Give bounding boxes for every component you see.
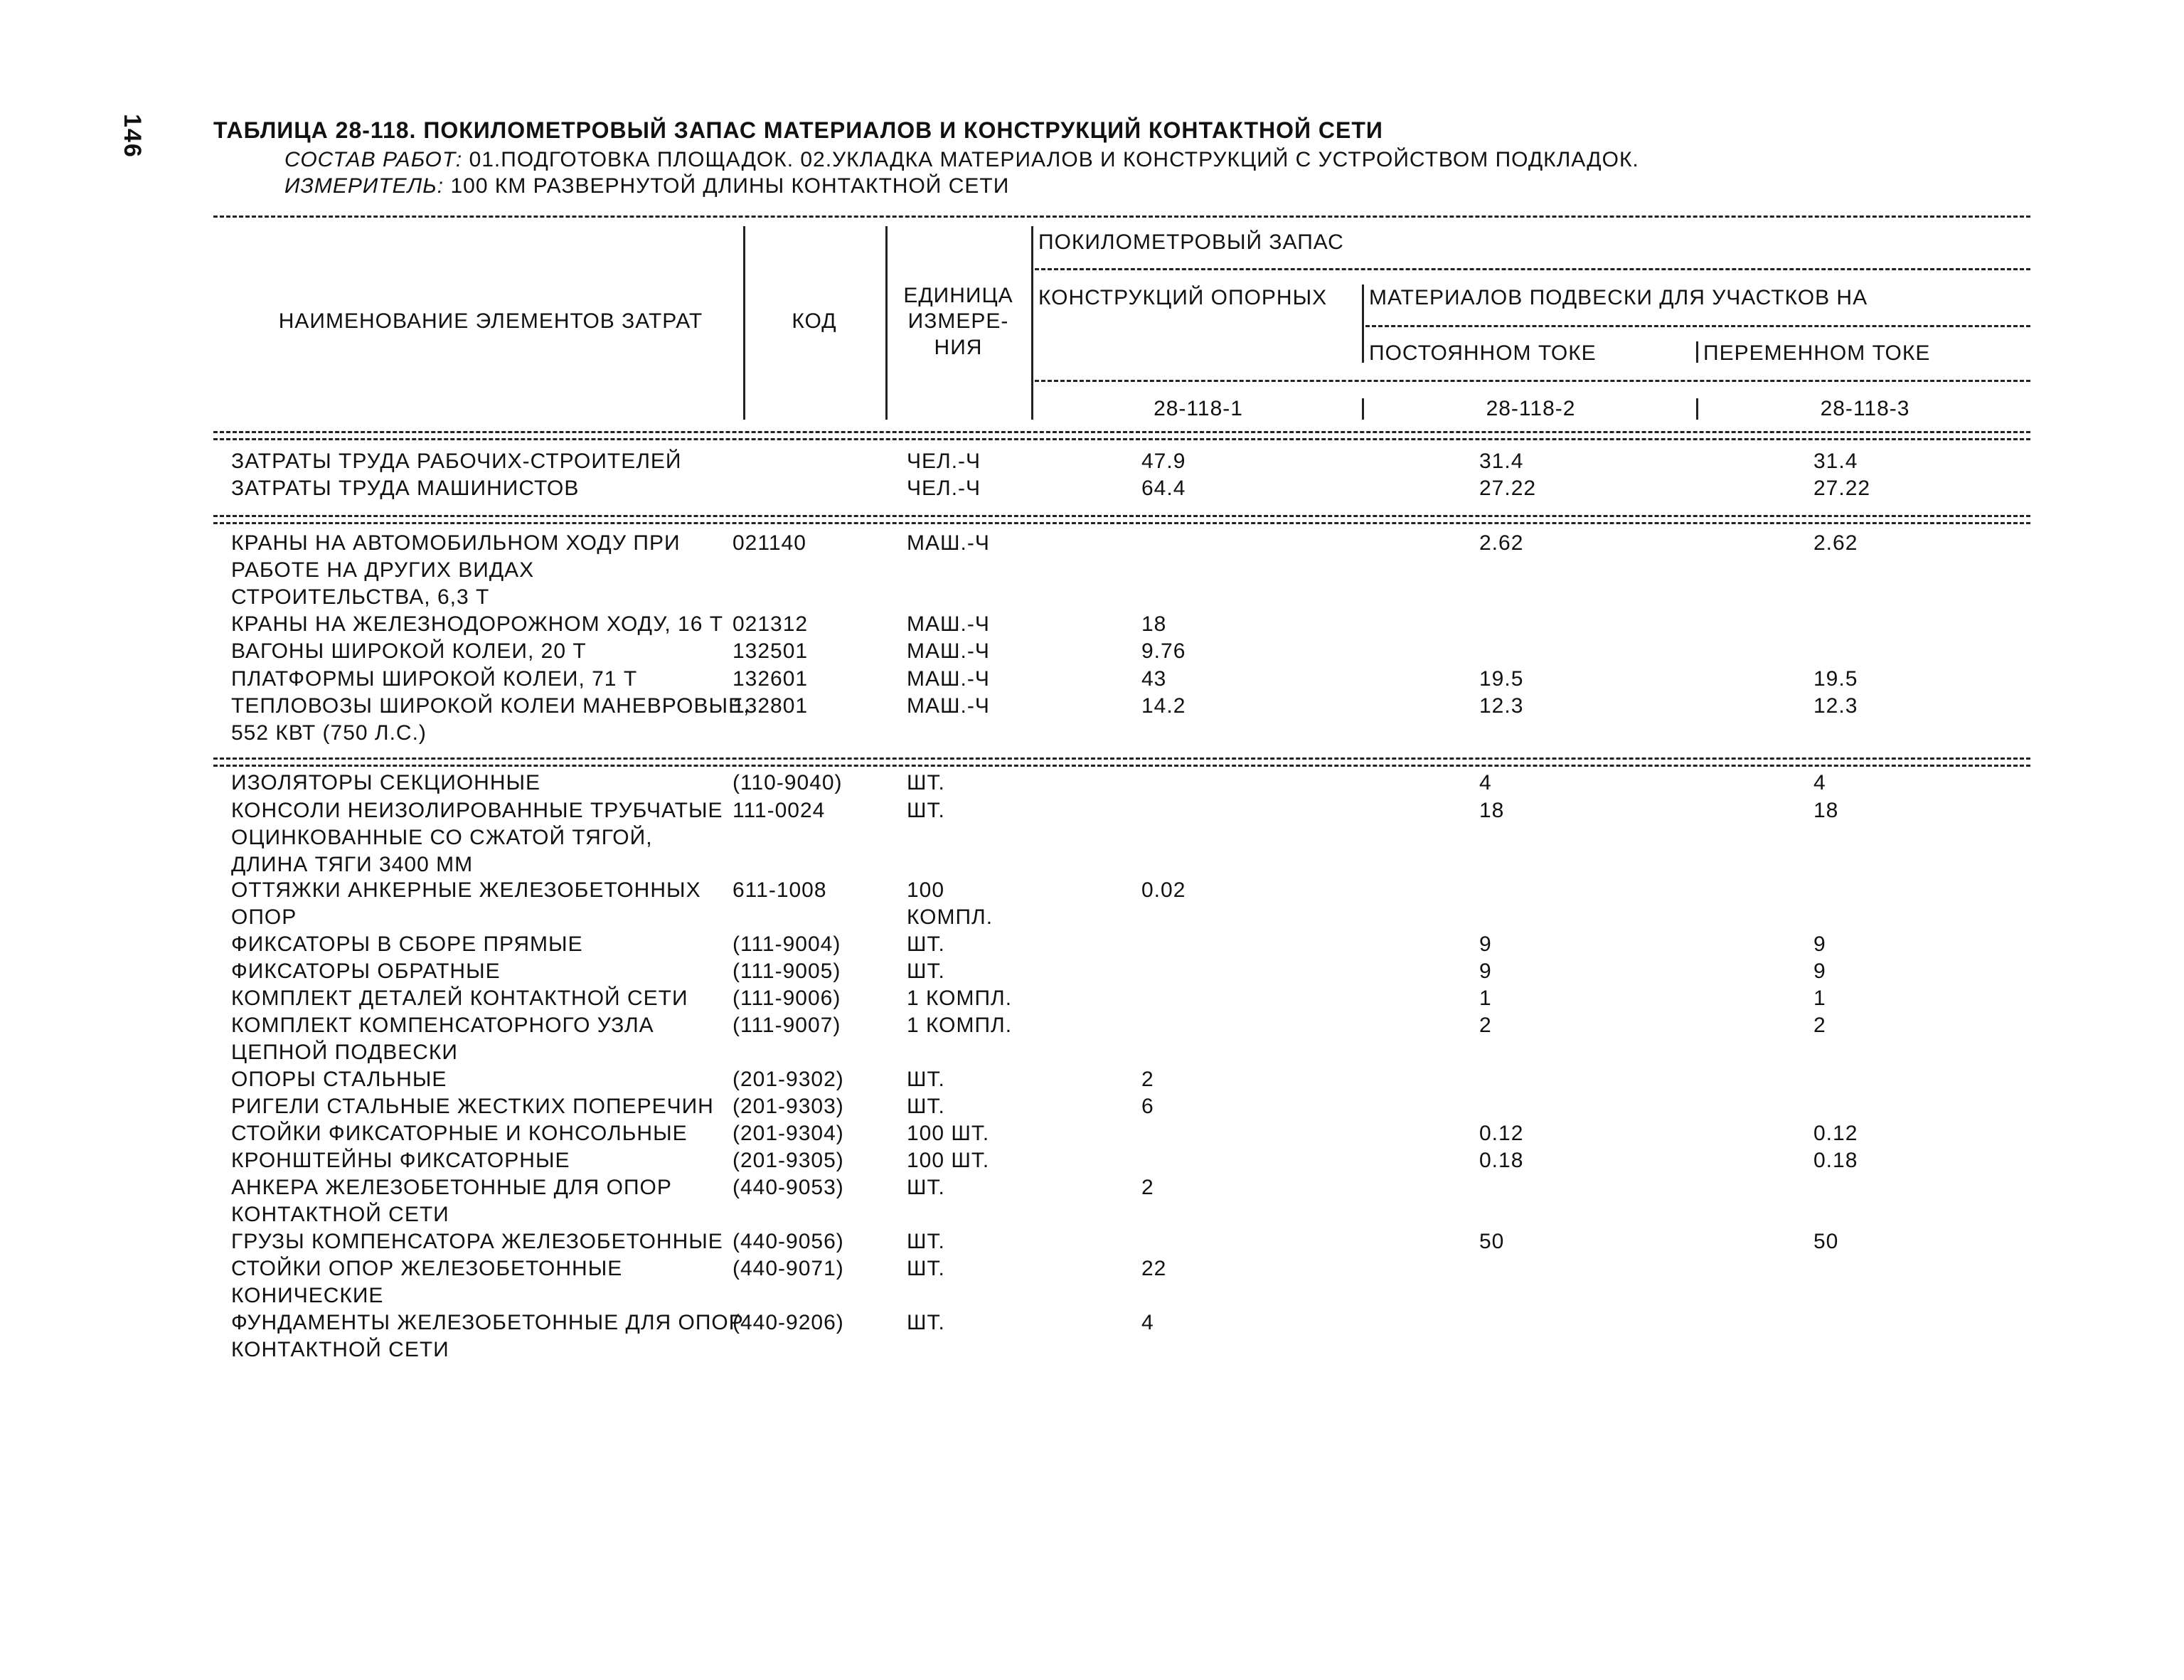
- row-unit: ШТ.: [907, 1311, 945, 1334]
- header-rule-1: [1035, 268, 2030, 270]
- section-rule-2b: [213, 765, 2030, 767]
- header-unit-2: ИЗМЕРЕ-: [907, 309, 1009, 333]
- header-dc: ПОСТОЯННОМ ТОКЕ: [1369, 341, 1597, 365]
- row-value-ac: 12.3: [1813, 694, 1858, 718]
- row-name: КОНТАКТНОЙ СЕТИ: [231, 1338, 449, 1361]
- row-name: СТОЙКИ ФИКСАТОРНЫЕ И КОНСОЛЬНЫЕ: [231, 1122, 688, 1145]
- row-name: КОМПЛЕКТ ДЕТАЛЕЙ КОНТАКТНОЙ СЕТИ: [231, 987, 688, 1010]
- row-value-dc: 2: [1479, 1014, 1492, 1037]
- header-materials: МАТЕРИАЛОВ ПОДВЕСКИ ДЛЯ УЧАСТКОВ НА: [1369, 286, 1868, 309]
- row-unit: ШТ.: [907, 1176, 945, 1199]
- measurement-unit: [284, 174, 1009, 198]
- row-value-ac: 27.22: [1813, 477, 1871, 500]
- row-value-supports: 6: [1141, 1095, 1154, 1118]
- row-unit: ЧЕЛ.-Ч: [907, 477, 981, 500]
- row-code: (111-9005): [733, 959, 841, 983]
- row-name: 552 КВТ (750 Л.С.): [231, 721, 427, 745]
- row-code: (440-9071): [733, 1257, 844, 1280]
- row-name: ОПОР: [231, 905, 297, 929]
- row-value-dc: 0.18: [1479, 1149, 1524, 1172]
- row-value-dc: 27.22: [1479, 477, 1537, 500]
- row-value-dc: 9: [1479, 932, 1492, 956]
- row-code: 021140: [733, 531, 806, 555]
- row-name: СТОЙКИ ОПОР ЖЕЛЕЗОБЕТОННЫЕ: [231, 1257, 623, 1280]
- col-divider-3: [1031, 226, 1033, 420]
- row-unit: ШТ.: [907, 1257, 945, 1280]
- header-col3: 28-118-3: [1820, 397, 1910, 420]
- row-name: КРОНШТЕЙНЫ ФИКСАТОРНЫЕ: [231, 1149, 570, 1172]
- row-value-ac: 18: [1813, 799, 1839, 822]
- row-value-dc: 31.4: [1479, 450, 1524, 473]
- header-stock: ПОКИЛОМЕТРОВЫЙ ЗАПАС: [1038, 230, 1344, 254]
- row-value-dc: 4: [1479, 771, 1492, 794]
- row-name: РАБОТЕ НА ДРУГИХ ВИДАХ: [231, 558, 535, 582]
- row-value-supports: 64.4: [1141, 477, 1186, 500]
- row-unit: 100 ШТ.: [907, 1149, 990, 1172]
- row-code: (201-9304): [733, 1122, 844, 1145]
- row-value-dc: 18: [1479, 799, 1505, 822]
- row-name: ФИКСАТОРЫ ОБРАТНЫЕ: [231, 959, 501, 983]
- row-value-supports: 2: [1141, 1176, 1154, 1199]
- row-name: РИГЕЛИ СТАЛЬНЫЕ ЖЕСТКИХ ПОПЕРЕЧИН: [231, 1095, 714, 1118]
- row-name: ГРУЗЫ КОМПЕНСАТОРА ЖЕЛЕЗОБЕТОННЫЕ: [231, 1230, 723, 1253]
- row-name: СТРОИТЕЛЬСТВА, 6,3 Т: [231, 585, 490, 609]
- row-value-supports: 2: [1141, 1068, 1154, 1091]
- row-value-supports: 43: [1141, 667, 1167, 691]
- col-divider-1: [743, 226, 745, 420]
- header-code: КОД: [792, 309, 837, 333]
- header-col2: 28-118-2: [1486, 397, 1576, 420]
- row-value-supports: 9.76: [1141, 639, 1186, 663]
- row-value-ac: 50: [1813, 1230, 1839, 1253]
- row-value-supports: 14.2: [1141, 694, 1186, 718]
- row-unit: 100: [907, 878, 945, 902]
- row-code: 132601: [733, 667, 809, 691]
- header-unit-1: ЕДИНИЦА: [903, 284, 1013, 307]
- row-unit: ШТ.: [907, 771, 945, 794]
- header-supports: КОНСТРУКЦИЙ ОПОРНЫХ: [1038, 286, 1328, 309]
- row-unit: ШТ.: [907, 799, 945, 822]
- row-name: ДЛИНА ТЯГИ 3400 ММ: [231, 853, 474, 876]
- section-rule-1: [213, 515, 2030, 517]
- col-divider-5b: [1696, 398, 1698, 420]
- row-value-ac: 9: [1813, 932, 1826, 956]
- header-col1: 28-118-1: [1154, 397, 1243, 420]
- row-name: КОНТАКТНОЙ СЕТИ: [231, 1203, 449, 1226]
- row-name: ФУНДАМЕНТЫ ЖЕЛЕЗОБЕТОННЫЕ ДЛЯ ОПОР: [231, 1311, 744, 1334]
- row-value-ac: 2.62: [1813, 531, 1858, 555]
- row-code: 132801: [733, 694, 809, 718]
- row-unit: 100 ШТ.: [907, 1122, 990, 1145]
- row-value-ac: 19.5: [1813, 667, 1858, 691]
- row-unit: ШТ.: [907, 1068, 945, 1091]
- row-unit: ШТ.: [907, 959, 945, 983]
- row-unit: МАШ.-Ч: [907, 612, 990, 636]
- row-value-dc: 50: [1479, 1230, 1505, 1253]
- row-unit: ШТ.: [907, 1230, 945, 1253]
- row-unit: МАШ.-Ч: [907, 639, 990, 663]
- table-top-rule: [213, 216, 2030, 218]
- row-value-supports: 0.02: [1141, 878, 1186, 902]
- row-name: КОНИЧЕСКИЕ: [231, 1284, 384, 1307]
- row-name: АНКЕРА ЖЕЛЕЗОБЕТОННЫЕ ДЛЯ ОПОР: [231, 1176, 672, 1199]
- row-value-ac: 4: [1813, 771, 1826, 794]
- row-code: (111-9006): [733, 987, 841, 1010]
- header-ac: ПЕРЕМЕННОМ ТОКЕ: [1703, 341, 1931, 365]
- row-value-supports: 18: [1141, 612, 1167, 636]
- row-name: ФИКСАТОРЫ В СБОРЕ ПРЯМЫЕ: [231, 932, 583, 956]
- row-unit: 1 КОМПЛ.: [907, 987, 1013, 1010]
- measure-label: ИЗМЕРИТЕЛЬ:: [284, 174, 444, 198]
- work-label: СОСТАВ РАБОТ:: [284, 148, 463, 171]
- row-value-ac: 0.12: [1813, 1122, 1858, 1145]
- row-unit: МАШ.-Ч: [907, 531, 990, 555]
- header-bottom-rule-2: [213, 438, 2030, 440]
- row-name: ВАГОНЫ ШИРОКОЙ КОЛЕИ, 20 Т: [231, 639, 587, 663]
- row-name: ИЗОЛЯТОРЫ СЕКЦИОННЫЕ: [231, 771, 541, 794]
- header-rule-3: [1035, 380, 2030, 382]
- row-value-dc: 1: [1479, 987, 1492, 1010]
- row-unit: КОМПЛ.: [907, 905, 994, 929]
- row-code: (440-9053): [733, 1176, 844, 1199]
- header-name: НАИМЕНОВАНИЕ ЭЛЕМЕНТОВ ЗАТРАТ: [278, 309, 703, 333]
- col-divider-4: [1362, 285, 1364, 363]
- row-value-ac: 2: [1813, 1014, 1826, 1037]
- row-name: ЗАТРАТЫ ТРУДА РАБОЧИХ-СТРОИТЕЛЕЙ: [231, 450, 682, 473]
- row-name: ОТТЯЖКИ АНКЕРНЫЕ ЖЕЛЕЗОБЕТОННЫХ: [231, 878, 701, 902]
- row-value-supports: 22: [1141, 1257, 1167, 1280]
- row-unit: 1 КОМПЛ.: [907, 1014, 1013, 1037]
- row-unit: ЧЕЛ.-Ч: [907, 450, 981, 473]
- row-name: КОНСОЛИ НЕИЗОЛИРОВАННЫЕ ТРУБЧАТЫЕ: [231, 799, 723, 822]
- row-name: ОПОРЫ СТАЛЬНЫЕ: [231, 1068, 447, 1091]
- row-code: (201-9302): [733, 1068, 844, 1091]
- row-code: 132501: [733, 639, 809, 663]
- work-composition: [284, 148, 1639, 172]
- col-divider-5: [1696, 341, 1698, 363]
- row-value-ac: 9: [1813, 959, 1826, 983]
- row-code: 021312: [733, 612, 809, 636]
- col-divider-4b: [1362, 398, 1364, 420]
- row-value-ac: 1: [1813, 987, 1826, 1010]
- row-name: ЗАТРАТЫ ТРУДА МАШИНИСТОВ: [231, 477, 580, 500]
- measure-text: 100 КМ РАЗВЕРНУТОЙ ДЛИНЫ КОНТАКТНОЙ СЕТИ: [450, 174, 1010, 198]
- work-text: 01.ПОДГОТОВКА ПЛОЩАДОК. 02.УКЛАДКА МАТЕРИАЛОВ И КОНСТРУКЦИЙ С УСТРОЙСТВОМ ПОДКЛАДОК.: [469, 148, 1639, 171]
- row-code: 611-1008: [733, 878, 827, 902]
- row-code: (440-9206): [733, 1311, 844, 1334]
- row-unit: МАШ.-Ч: [907, 694, 990, 718]
- row-unit: МАШ.-Ч: [907, 667, 990, 691]
- header-rule-2: [1365, 325, 2030, 327]
- row-code: (440-9056): [733, 1230, 844, 1253]
- header-bottom-rule-1: [213, 431, 2030, 433]
- row-value-supports: 47.9: [1141, 450, 1186, 473]
- row-value-ac: 31.4: [1813, 450, 1858, 473]
- row-name: КРАНЫ НА АВТОМОБИЛЬНОМ ХОДУ ПРИ: [231, 531, 681, 555]
- section-rule-1b: [213, 522, 2030, 524]
- row-code: (111-9007): [733, 1014, 841, 1037]
- row-unit: ШТ.: [907, 1095, 945, 1118]
- row-value-supports: 4: [1141, 1311, 1154, 1334]
- row-code: 111-0024: [733, 799, 826, 822]
- row-name: ЦЕПНОЙ ПОДВЕСКИ: [231, 1041, 458, 1064]
- row-name: ПЛАТФОРМЫ ШИРОКОЙ КОЛЕИ, 71 Т: [231, 667, 638, 691]
- row-value-dc: 0.12: [1479, 1122, 1524, 1145]
- row-code: (110-9040): [733, 771, 843, 794]
- col-divider-2: [885, 226, 888, 420]
- row-value-ac: 0.18: [1813, 1149, 1858, 1172]
- page-number: 146: [119, 114, 146, 159]
- row-name: КРАНЫ НА ЖЕЛЕЗНОДОРОЖНОМ ХОДУ, 16 Т: [231, 612, 724, 636]
- row-name: КОМПЛЕКТ КОМПЕНСАТОРНОГО УЗЛА: [231, 1014, 654, 1037]
- row-code: (201-9303): [733, 1095, 844, 1118]
- header-unit-3: НИЯ: [934, 336, 983, 359]
- row-unit: ШТ.: [907, 932, 945, 956]
- row-value-dc: 19.5: [1479, 667, 1524, 691]
- row-value-dc: 12.3: [1479, 694, 1524, 718]
- section-rule-2: [213, 757, 2030, 760]
- table-title: ТАБЛИЦА 28-118. ПОКИЛОМЕТРОВЫЙ ЗАПАС МАТЕРИАЛОВ И КОНСТРУКЦИЙ КОНТАКТНОЙ СЕТИ: [213, 117, 1383, 143]
- row-value-dc: 2.62: [1479, 531, 1524, 555]
- row-name: ОЦИНКОВАННЫЕ СО СЖАТОЙ ТЯГОЙ,: [231, 826, 653, 849]
- row-code: (111-9004): [733, 932, 841, 956]
- row-name: ТЕПЛОВОЗЫ ШИРОКОЙ КОЛЕИ МАНЕВРОВЫЕ,: [231, 694, 750, 718]
- row-value-dc: 9: [1479, 959, 1492, 983]
- row-code: (201-9305): [733, 1149, 844, 1172]
